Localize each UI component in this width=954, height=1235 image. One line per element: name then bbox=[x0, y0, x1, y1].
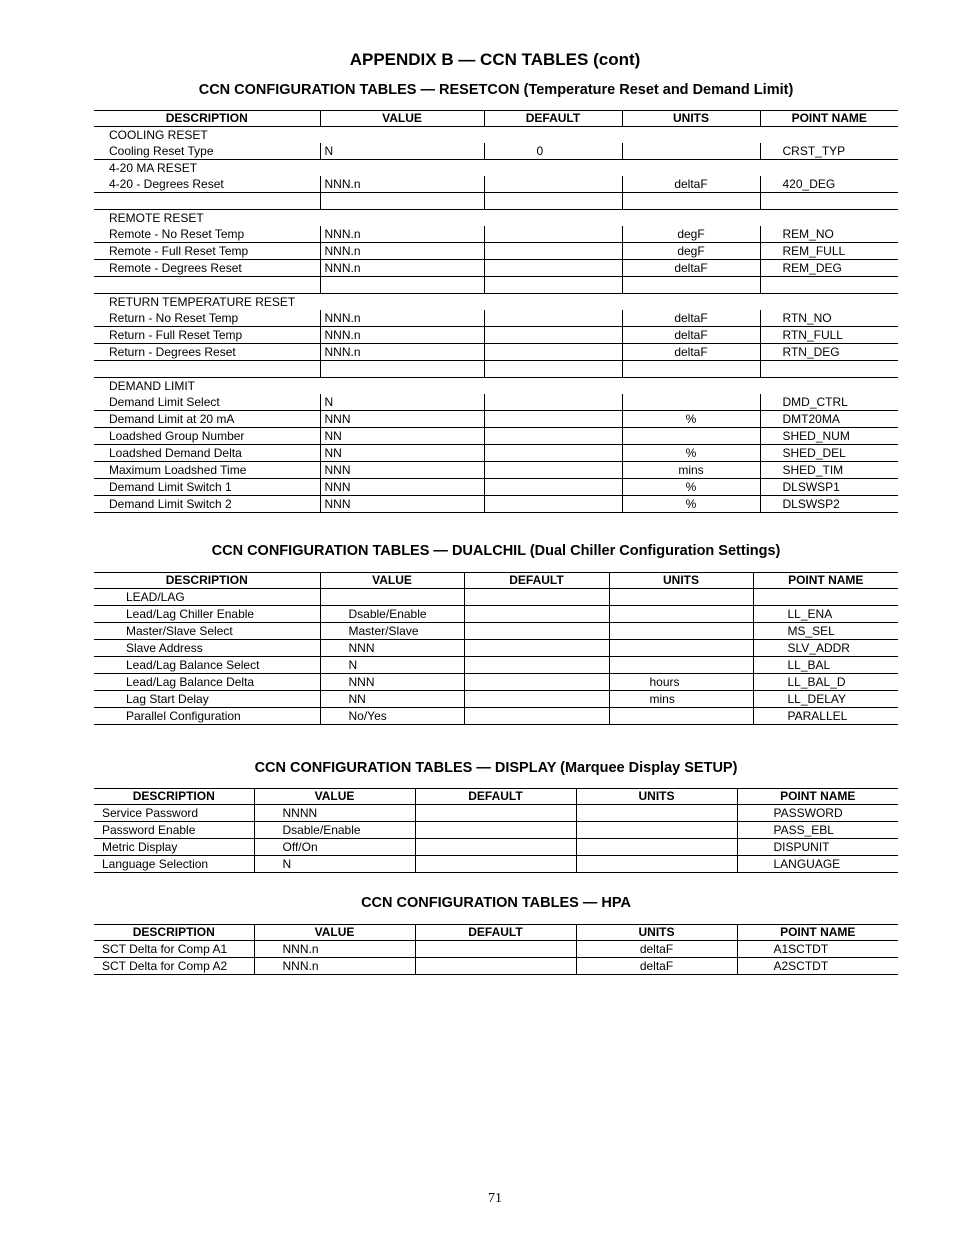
units-cell: deltaF bbox=[622, 260, 760, 277]
table-row bbox=[94, 143, 898, 160]
default-cell bbox=[484, 243, 622, 260]
point-name-cell: SLV_ADDR bbox=[753, 640, 898, 657]
table-header-row bbox=[94, 573, 898, 589]
value-cell: NNN bbox=[320, 674, 464, 691]
default-cell bbox=[484, 310, 622, 327]
point-name-cell bbox=[760, 193, 898, 210]
description-cell: Loadshed Group Number bbox=[94, 428, 320, 445]
point-name-cell: A1SCTDT bbox=[737, 941, 898, 958]
table-row bbox=[94, 479, 898, 496]
units-cell bbox=[576, 805, 737, 822]
description-cell: Remote - No Reset Temp bbox=[94, 226, 320, 243]
point-name-cell: PASSWORD bbox=[737, 805, 898, 822]
table-row bbox=[94, 462, 898, 479]
table-row bbox=[94, 327, 898, 344]
hpa-title: CCN CONFIGURATION TABLES — HPA bbox=[361, 895, 631, 911]
units-cell: % bbox=[622, 445, 760, 462]
units-cell: degF bbox=[622, 226, 760, 243]
units-cell bbox=[622, 394, 760, 411]
default-cell bbox=[484, 394, 622, 411]
group-label: COOLING RESET bbox=[109, 128, 208, 142]
value-cell: NNN.n bbox=[320, 260, 484, 277]
description-cell: Lead/Lag Chiller Enable bbox=[94, 606, 320, 623]
value-cell bbox=[320, 277, 484, 294]
value-cell bbox=[320, 193, 484, 210]
point-name-cell: LANGUAGE bbox=[737, 856, 898, 873]
point-name-cell bbox=[760, 277, 898, 294]
description-cell: Lead/Lag Balance Select bbox=[94, 657, 320, 674]
point-name-cell: RTN_FULL bbox=[760, 327, 898, 344]
col-header-default: DEFAULT bbox=[415, 789, 576, 805]
dualchil-table bbox=[94, 572, 898, 725]
value-cell: NNN.n bbox=[254, 941, 415, 958]
spacer-row bbox=[94, 193, 898, 210]
description-cell bbox=[94, 193, 320, 210]
table-row bbox=[94, 958, 898, 975]
units-cell: % bbox=[622, 411, 760, 428]
description-cell: Slave Address bbox=[94, 640, 320, 657]
value-cell: NNN bbox=[320, 479, 484, 496]
units-cell: deltaF bbox=[622, 310, 760, 327]
description-cell: Metric Display bbox=[94, 839, 254, 856]
group-row bbox=[94, 589, 898, 606]
description-cell: Language Selection bbox=[94, 856, 254, 873]
description-cell: 4-20 - Degrees Reset bbox=[94, 176, 320, 193]
value-cell: N bbox=[254, 856, 415, 873]
value-cell: Dsable/Enable bbox=[254, 822, 415, 839]
table-header-row bbox=[94, 789, 898, 805]
value-cell: NNN bbox=[320, 411, 484, 428]
resetcon-title: CCN CONFIGURATION TABLES — RESETCON (Temperature Reset and Demand Limit) bbox=[198, 82, 794, 98]
description-cell: Lead/Lag Balance Delta bbox=[94, 674, 320, 691]
table-row bbox=[94, 260, 898, 277]
point-name-cell: SHED_TIM bbox=[760, 462, 898, 479]
col-header-value: VALUE bbox=[254, 789, 415, 805]
units-cell bbox=[609, 623, 753, 640]
units-cell bbox=[609, 640, 753, 657]
table-row bbox=[94, 496, 898, 513]
units-cell bbox=[622, 143, 760, 160]
description-cell: Service Password bbox=[94, 805, 254, 822]
table-row bbox=[94, 708, 898, 725]
value-cell: Master/Slave bbox=[320, 623, 464, 640]
default-cell bbox=[484, 496, 622, 513]
table-row bbox=[94, 941, 898, 958]
table-row bbox=[94, 674, 898, 691]
point-name-cell: PASS_EBL bbox=[737, 822, 898, 839]
default-cell bbox=[464, 606, 609, 623]
point-name-cell: DMD_CTRL bbox=[760, 394, 898, 411]
default-cell bbox=[484, 361, 622, 378]
table-header-row bbox=[94, 925, 898, 941]
col-header-description: DESCRIPTION bbox=[94, 573, 320, 589]
col-header-description: DESCRIPTION bbox=[94, 111, 320, 127]
col-header-point-name: POINT NAME bbox=[760, 111, 898, 127]
description-cell: Cooling Reset Type bbox=[94, 143, 320, 160]
table-row bbox=[94, 344, 898, 361]
dualchil-title: CCN CONFIGURATION TABLES — DUALCHIL (Dual Chiller Configuration Settings) bbox=[211, 543, 781, 559]
point-name-cell: DLSWSP1 bbox=[760, 479, 898, 496]
group-label: 4-20 MA RESET bbox=[109, 161, 198, 175]
table-row bbox=[94, 856, 898, 873]
default-cell bbox=[484, 226, 622, 243]
value-cell: NNN.n bbox=[320, 226, 484, 243]
default-cell bbox=[484, 411, 622, 428]
value-cell bbox=[320, 589, 464, 606]
group-label: DEMAND LIMIT bbox=[109, 379, 196, 393]
units-cell: deltaF bbox=[576, 941, 737, 958]
value-cell: Dsable/Enable bbox=[320, 606, 464, 623]
point-name-cell: LL_BAL bbox=[753, 657, 898, 674]
value-cell: NN bbox=[320, 445, 484, 462]
description-cell: Master/Slave Select bbox=[94, 623, 320, 640]
table-row bbox=[94, 805, 898, 822]
units-cell: deltaF bbox=[622, 176, 760, 193]
default-cell bbox=[464, 623, 609, 640]
units-cell: deltaF bbox=[622, 327, 760, 344]
page-title: APPENDIX B — CCN TABLES (cont) bbox=[349, 50, 641, 69]
value-cell: N bbox=[320, 143, 484, 160]
point-name-cell: PARALLEL bbox=[753, 708, 898, 725]
col-header-default: DEFAULT bbox=[464, 573, 609, 589]
description-cell: SCT Delta for Comp A2 bbox=[94, 958, 254, 975]
value-cell: NNN.n bbox=[320, 327, 484, 344]
table-row bbox=[94, 394, 898, 411]
point-name-cell: DMT20MA bbox=[760, 411, 898, 428]
default-cell bbox=[415, 941, 576, 958]
default-cell bbox=[415, 856, 576, 873]
default-cell bbox=[415, 839, 576, 856]
value-cell: NNN.n bbox=[254, 958, 415, 975]
description-cell: Return - No Reset Temp bbox=[94, 310, 320, 327]
point-name-cell bbox=[753, 589, 898, 606]
description-cell: Demand Limit Switch 1 bbox=[94, 479, 320, 496]
units-cell bbox=[622, 428, 760, 445]
value-cell: N bbox=[320, 657, 464, 674]
value-cell: NN bbox=[320, 691, 464, 708]
value-cell: NNN.n bbox=[320, 176, 484, 193]
description-cell: Maximum Loadshed Time bbox=[94, 462, 320, 479]
units-cell: mins bbox=[609, 691, 753, 708]
default-cell bbox=[484, 445, 622, 462]
point-name-cell: DLSWSP2 bbox=[760, 496, 898, 513]
group-row bbox=[94, 127, 898, 144]
table-row bbox=[94, 640, 898, 657]
point-name-cell: LL_ENA bbox=[753, 606, 898, 623]
group-label: RETURN TEMPERATURE RESET bbox=[109, 295, 296, 309]
default-cell bbox=[484, 260, 622, 277]
point-name-cell: REM_DEG bbox=[760, 260, 898, 277]
page-number: 71 bbox=[488, 1191, 502, 1206]
col-header-point-name: POINT NAME bbox=[737, 925, 898, 941]
value-cell: NNN.n bbox=[320, 243, 484, 260]
description-cell: Parallel Configuration bbox=[94, 708, 320, 725]
value-cell: NNNN bbox=[254, 805, 415, 822]
default-cell bbox=[484, 479, 622, 496]
units-cell bbox=[609, 708, 753, 725]
display-title: CCN CONFIGURATION TABLES — DISPLAY (Marquee Display SETUP) bbox=[254, 760, 738, 776]
table-row bbox=[94, 226, 898, 243]
default-cell bbox=[464, 691, 609, 708]
col-header-default: DEFAULT bbox=[415, 925, 576, 941]
default-cell bbox=[415, 805, 576, 822]
table-row bbox=[94, 623, 898, 640]
default-cell bbox=[464, 708, 609, 725]
resetcon-table bbox=[94, 110, 898, 513]
col-header-point-name: POINT NAME bbox=[753, 573, 898, 589]
table-row bbox=[94, 606, 898, 623]
description-cell: Remote - Degrees Reset bbox=[94, 260, 320, 277]
point-name-cell: SHED_NUM bbox=[760, 428, 898, 445]
point-name-cell: RTN_DEG bbox=[760, 344, 898, 361]
spacer-row bbox=[94, 277, 898, 294]
col-header-value: VALUE bbox=[320, 111, 484, 127]
group-row bbox=[94, 160, 898, 177]
default-cell bbox=[415, 958, 576, 975]
value-cell: NNN bbox=[320, 496, 484, 513]
description-cell bbox=[94, 277, 320, 294]
value-cell: No/Yes bbox=[320, 708, 464, 725]
default-cell: 0 bbox=[484, 143, 622, 160]
units-cell bbox=[576, 856, 737, 873]
table-row bbox=[94, 243, 898, 260]
hpa-table bbox=[94, 924, 898, 975]
value-cell: NNN bbox=[320, 462, 484, 479]
default-cell bbox=[484, 462, 622, 479]
value-cell: N bbox=[320, 394, 484, 411]
group-label: LEAD/LAG bbox=[94, 589, 320, 606]
table-row bbox=[94, 822, 898, 839]
value-cell: Off/On bbox=[254, 839, 415, 856]
point-name-cell: 420_DEG bbox=[760, 176, 898, 193]
description-cell: Demand Limit at 20 mA bbox=[94, 411, 320, 428]
value-cell: NNN.n bbox=[320, 310, 484, 327]
col-header-description: DESCRIPTION bbox=[94, 789, 254, 805]
description-cell: Lag Start Delay bbox=[94, 691, 320, 708]
col-header-description: DESCRIPTION bbox=[94, 925, 254, 941]
value-cell: NN bbox=[320, 428, 484, 445]
point-name-cell: DISPUNIT bbox=[737, 839, 898, 856]
table-row bbox=[94, 691, 898, 708]
default-cell bbox=[484, 344, 622, 361]
units-cell: % bbox=[622, 479, 760, 496]
description-cell: Demand Limit Select bbox=[94, 394, 320, 411]
point-name-cell: LL_DELAY bbox=[753, 691, 898, 708]
units-cell: mins bbox=[622, 462, 760, 479]
point-name-cell bbox=[760, 361, 898, 378]
table-header-row bbox=[94, 111, 898, 127]
units-cell bbox=[622, 193, 760, 210]
default-cell bbox=[484, 176, 622, 193]
description-cell: Demand Limit Switch 2 bbox=[94, 496, 320, 513]
col-header-value: VALUE bbox=[254, 925, 415, 941]
point-name-cell: SHED_DEL bbox=[760, 445, 898, 462]
col-header-units: UNITS bbox=[576, 925, 737, 941]
units-cell: degF bbox=[622, 243, 760, 260]
value-cell: NNN bbox=[320, 640, 464, 657]
units-cell bbox=[609, 606, 753, 623]
col-header-units: UNITS bbox=[576, 789, 737, 805]
description-cell: Return - Degrees Reset bbox=[94, 344, 320, 361]
default-cell bbox=[484, 428, 622, 445]
description-cell: SCT Delta for Comp A1 bbox=[94, 941, 254, 958]
default-cell bbox=[464, 589, 609, 606]
units-cell bbox=[609, 589, 753, 606]
table-row bbox=[94, 411, 898, 428]
description-cell: Remote - Full Reset Temp bbox=[94, 243, 320, 260]
table-row bbox=[94, 176, 898, 193]
table-row bbox=[94, 310, 898, 327]
group-row bbox=[94, 210, 898, 227]
point-name-cell: RTN_NO bbox=[760, 310, 898, 327]
point-name-cell: MS_SEL bbox=[753, 623, 898, 640]
point-name-cell: A2SCTDT bbox=[737, 958, 898, 975]
default-cell bbox=[464, 657, 609, 674]
group-label: REMOTE RESET bbox=[109, 211, 204, 225]
description-cell: Return - Full Reset Temp bbox=[94, 327, 320, 344]
point-name-cell: REM_FULL bbox=[760, 243, 898, 260]
col-header-units: UNITS bbox=[622, 111, 760, 127]
units-cell: deltaF bbox=[576, 958, 737, 975]
default-cell bbox=[464, 674, 609, 691]
value-cell bbox=[320, 361, 484, 378]
group-row bbox=[94, 378, 898, 395]
table-row bbox=[94, 445, 898, 462]
col-header-default: DEFAULT bbox=[484, 111, 622, 127]
units-cell: hours bbox=[609, 674, 753, 691]
description-cell: Password Enable bbox=[94, 822, 254, 839]
point-name-cell: LL_BAL_D bbox=[753, 674, 898, 691]
description-cell: Loadshed Demand Delta bbox=[94, 445, 320, 462]
display-table bbox=[94, 788, 898, 873]
default-cell bbox=[484, 327, 622, 344]
units-cell bbox=[576, 822, 737, 839]
units-cell bbox=[622, 277, 760, 294]
value-cell: NNN.n bbox=[320, 344, 484, 361]
point-name-cell: REM_NO bbox=[760, 226, 898, 243]
table-row bbox=[94, 428, 898, 445]
table-row bbox=[94, 839, 898, 856]
units-cell: deltaF bbox=[622, 344, 760, 361]
spacer-row bbox=[94, 361, 898, 378]
default-cell bbox=[415, 822, 576, 839]
units-cell: % bbox=[622, 496, 760, 513]
description-cell bbox=[94, 361, 320, 378]
col-header-value: VALUE bbox=[320, 573, 464, 589]
group-row bbox=[94, 294, 898, 311]
point-name-cell: CRST_TYP bbox=[760, 143, 898, 160]
default-cell bbox=[484, 277, 622, 294]
units-cell bbox=[622, 361, 760, 378]
units-cell bbox=[576, 839, 737, 856]
default-cell bbox=[464, 640, 609, 657]
table-row bbox=[94, 657, 898, 674]
units-cell bbox=[609, 657, 753, 674]
default-cell bbox=[484, 193, 622, 210]
col-header-units: UNITS bbox=[609, 573, 753, 589]
col-header-point-name: POINT NAME bbox=[737, 789, 898, 805]
